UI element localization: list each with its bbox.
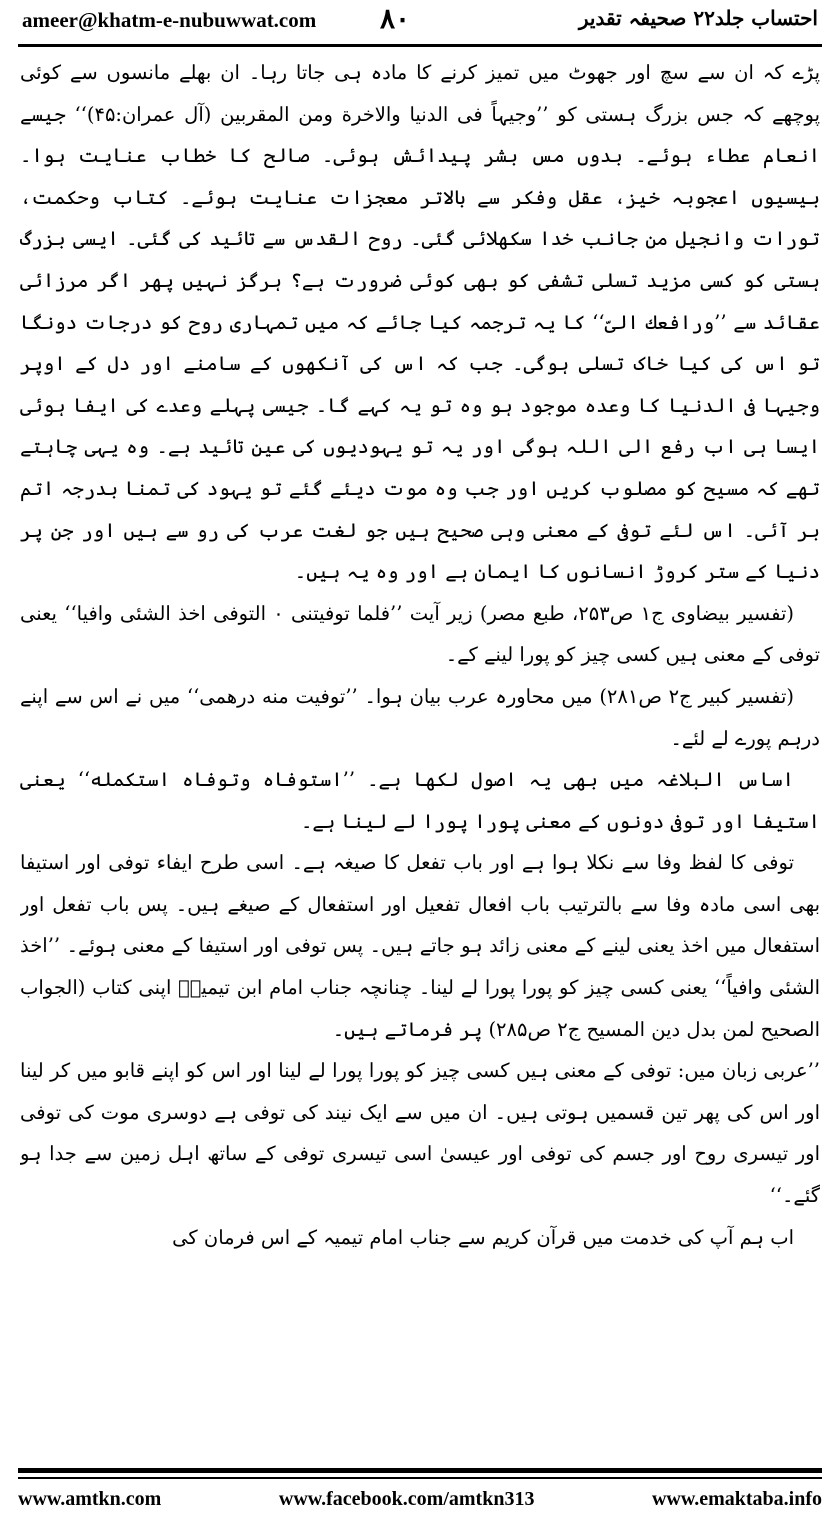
paragraph-1: پڑے کہ ان سے سچ اور جھوٹ میں تمیز کرنے کا مادہ ہی جاتا رہا۔ ان بھلے مانسوں سے کوئی پوچھے کہ جس بزرگ ہستی کو ’’وجیہاً فی الدنیا والاخرة ومن المقربین (آل عمران:۴۵)‘‘ جیسے انعام عطاء ہوئے۔ بدوں مس بشر پیدائش ہوئی۔ صالح کا خطاب عنایت ہوا۔ بیسیوں اعجوبہ خیز، عقل وفکر سے بالاتر معجزات عنایت ہوئے۔ کتاب وحکمت، تورات وانجیل من جانب خدا سکھلائی گئی۔ روح القدس سے تائید کی گئی۔ ایسی بزرگ ہستی کو کسی مزید تسلی تشفی کو بھی کوئی ضرورت ہے؟ ہرگز نہیں پھر اگر مرزائی عقائد سے ’’ورافعك الیّ‘‘ کا یہ ترجمہ کیا جائے کہ میں تمہاری روح کو درجات دونگا تو اس کی کیا خاک تسلی ہوگی۔ جب کہ اس کی آنکھوں کے سامنے اور دل کے اوپر وجیہا فی الدنیا کا وعدہ موجود ہو وہ تو یہ کہے گا۔ جیسی پہلے وعدے کی ایفا ہوئی ایسا ہی اب رفع الی اللہ ہوگی اور یہ تو یہودیوں کی عین تائید ہے۔ وہ یہی چاہتے تھے کہ مسیح کو مصلوب کریں اور جب وہ موت دیئے گئے تو یہود کی تمنا بدرجہ اتم بر آئی۔ اس لئے توفی کے معنی وہی صحیح ہیں جو لغت عرب کی رو سے ہیں اور جن پر دنیا کے ستر کروڑ انسانوں کا ایمان ہے اور وہ یہ ہیں۔ <box>20 61 820 584</box>
paragraph-3: (تفسیر کبیر ج۲ ص۲۸۱) میں محاورہ عرب بیان ہوا۔ ’’توفیت منه درهمی‘‘ میں نے اس سے اپنے درہم پورے لے لئے۔ <box>20 684 820 750</box>
book-title: احتساب جلد۲۲ صحیفہ تقدیر <box>578 6 818 30</box>
page-body <box>20 52 820 1458</box>
header-email[interactable]: ameer@khatm-e-nubuwwat.com <box>22 8 317 32</box>
page-number: ۸۰ <box>380 2 411 35</box>
paragraph-5: توفی کا لفظ وفا سے نکلا ہوا ہے اور باب تفعل کا صیغہ ہے۔ اسی طرح ایفاء توفی اور استیفا بھی اسی مادہ وفا سے بالترتیب باب افعال تفعیل اور استفعال کے صیغے ہیں۔ پس باب تفعل اور استفعال میں اخذ یعنی لینے کے معنی زائد ہو جاتے ہیں۔ پس توفی اور استیفا کے معنی ہوئے۔ ’’اخذ الشئی وافیاً‘‘ یعنی کسی چیز کو پورا پورا لے لینا۔ چنانچہ جناب امام ابن تیمیہؒ اپنی کتاب (الجواب الصحیح لمن بدل دین المسیح ج۲ ص۲۸۵) پر فرماتے ہیں۔ <box>20 851 820 1041</box>
paragraph-7: اب ہم آپ کی خدمت میں قرآن کریم سے جناب امام تیمیہ کے اس فرمان کی <box>172 1225 794 1249</box>
paragraph-6: ’’عربی زبان میں: توفی کے معنی ہیں کسی چیز کو پورا پورا لے لینا اور اس کو اپنے قابو میں کر لینا اور اس کی پھر تین قسمیں ہوتی ہیں۔ ان میں سے ایک نیند کی توفی ہے دوسری موت کی توفی اور تیسری روح اور جسم کی توفی اور عیسیٰ اسی تیسری توفی کے ساتھ اہل زمین سے جدا ہو گئے۔‘‘ <box>20 1059 820 1208</box>
header-divider <box>18 44 822 47</box>
footer-link-emaktaba[interactable]: www.emaktaba.info <box>651 1488 822 1510</box>
footer-link-facebook[interactable]: www.facebook.com/amtkn313 <box>278 1488 535 1510</box>
page-header <box>0 0 840 44</box>
footer-link-amtkn[interactable]: www.amtkn.com <box>18 1488 162 1510</box>
page-footer <box>0 1462 840 1540</box>
footer-links <box>18 1488 822 1511</box>
paragraph-4: اساس البلاغہ میں بھی یہ اصول لکھا ہے۔ ’’استوفاه وتوفاه استکمله‘‘ یعنی استیفا اور توفی دونوں کے معنی پورا پورا لے لینا ہے۔ <box>20 768 820 833</box>
footer-divider-thin <box>18 1477 822 1479</box>
footer-divider-thick <box>18 1468 822 1473</box>
paragraph-2: (تفسیر بیضاوی ج۱ ص۲۵۳، طبع مصر) زیر آیت ’’فلما توفیتنی ۰ التوفی اخذ الشئی وافیا‘‘ یعنی توفی کے معنی ہیں کسی چیز کو پورا لینے کے۔ <box>20 601 820 667</box>
